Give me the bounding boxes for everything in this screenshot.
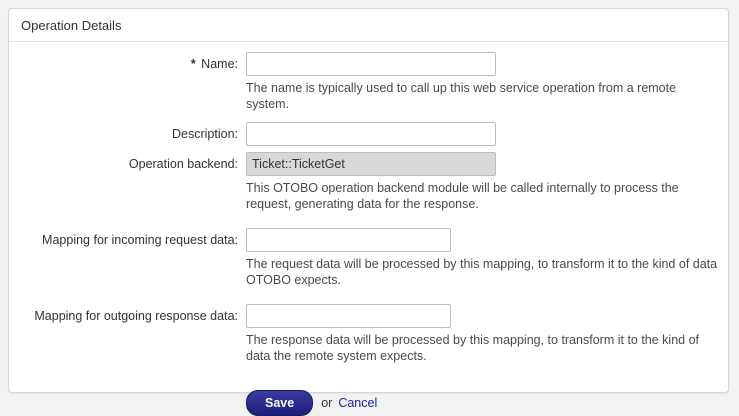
operation-backend-label: Operation backend: xyxy=(128,157,238,171)
mapping-incoming-label: Mapping for incoming request data: xyxy=(42,233,238,247)
or-label: or xyxy=(321,396,333,410)
row-name xyxy=(9,52,728,76)
required-asterisk-icon: * xyxy=(190,57,196,71)
panel-header xyxy=(9,9,728,33)
operation-details-form xyxy=(9,42,728,416)
mapping-outgoing-hint-cell xyxy=(246,328,728,374)
name-hint-cell xyxy=(246,76,728,122)
page-title: Operation Details xyxy=(21,18,122,33)
mapping-outgoing-label-cell xyxy=(9,304,246,328)
row-description xyxy=(9,122,728,146)
mapping-incoming-label-cell xyxy=(9,228,246,252)
description-label-cell xyxy=(9,122,246,146)
mapping-incoming-hint-cell xyxy=(246,252,728,298)
mapping-outgoing-hint: The response data will be processed by this mapping, to transform it to the kind of data the remote system expects. xyxy=(246,333,700,363)
actions-cell xyxy=(246,390,728,416)
mapping-outgoing-input[interactable] xyxy=(246,304,451,328)
description-input[interactable] xyxy=(246,122,496,146)
cancel-link[interactable]: Cancel xyxy=(338,396,378,410)
row-mapping-outgoing xyxy=(9,304,728,328)
operation-backend-value: Ticket::TicketGet xyxy=(246,152,496,176)
save-button[interactable]: Save xyxy=(246,390,313,416)
operation-backend-field-cell xyxy=(246,152,728,176)
name-label-cell xyxy=(9,52,246,76)
mapping-outgoing-field-cell xyxy=(246,304,728,328)
operation-backend-hint-cell xyxy=(246,176,728,222)
mapping-incoming-field-cell xyxy=(246,228,728,252)
row-operation-backend xyxy=(9,152,728,176)
name-hint: The name is typically used to call up this web service operation from a remote system. xyxy=(246,81,677,111)
name-input[interactable] xyxy=(246,52,496,76)
row-mapping-outgoing-hint xyxy=(9,328,728,374)
row-name-hint xyxy=(9,76,728,122)
row-operation-backend-hint xyxy=(9,176,728,222)
mapping-incoming-input[interactable] xyxy=(246,228,451,252)
row-mapping-incoming-hint xyxy=(9,252,728,298)
name-label: Name: xyxy=(201,57,238,71)
operation-backend-label-cell xyxy=(9,152,246,176)
mapping-outgoing-label: Mapping for outgoing response data: xyxy=(34,309,238,323)
operation-details-panel xyxy=(8,8,729,410)
description-label: Description: xyxy=(172,127,238,141)
mapping-incoming-hint: The request data will be processed by this mapping, to transform it to the kind of data OTOBO expects. xyxy=(246,257,718,287)
row-actions xyxy=(9,390,728,416)
name-field-cell xyxy=(246,52,728,76)
actions-group xyxy=(246,390,728,416)
operation-backend-hint: This OTOBO operation backend module will be called internally to process the request, generating data for the response. xyxy=(246,181,679,211)
description-field-cell xyxy=(246,122,728,146)
row-mapping-incoming xyxy=(9,228,728,252)
